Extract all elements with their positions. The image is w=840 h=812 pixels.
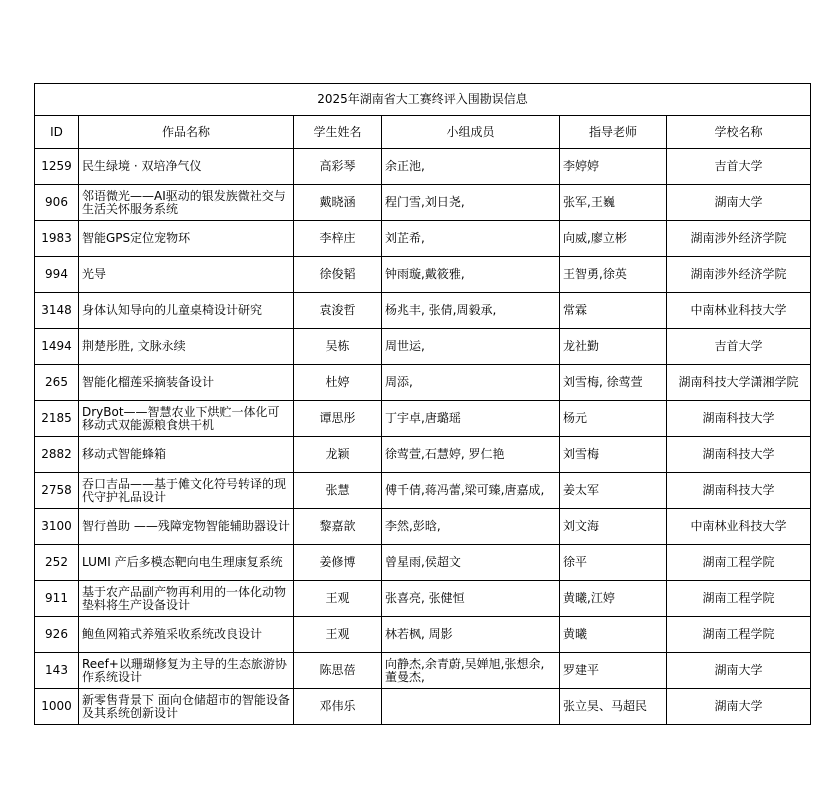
table-row (35, 437, 811, 473)
header-row (35, 116, 811, 149)
cell-project: Reef+以珊瑚修复为主导的生态旅游协作系统设计 (79, 653, 294, 689)
cell-school: 湖南大学 (667, 653, 811, 689)
title-row (35, 84, 811, 116)
cell-project: 身体认知导向的儿童桌椅设计研究 (79, 293, 294, 329)
cell-student: 徐俊韬 (294, 257, 382, 293)
table-row (35, 185, 811, 221)
table-row (35, 653, 811, 689)
cell-members: 傅千倩,蒋冯蕾,梁可臻,唐嘉成, (382, 473, 560, 509)
cell-members: 张喜亮, 张健恒 (382, 581, 560, 617)
cell-advisor: 姜太军 (560, 473, 667, 509)
cell-school: 湖南涉外经济学院 (667, 257, 811, 293)
cell-members: 杨兆丰, 张倩,周毅承, (382, 293, 560, 329)
cell-project: 基于农产品副产物再利用的一体化动物垫料将生产设备设计 (79, 581, 294, 617)
table-row (35, 581, 811, 617)
cell-project: 民生绿境 · 双培净气仪 (79, 149, 294, 185)
table-body (35, 84, 811, 725)
cell-advisor: 黄曦,江婷 (560, 581, 667, 617)
cell-members: 刘芷希, (382, 221, 560, 257)
cell-project: LUMI 产后多模态靶向电生理康复系统 (79, 545, 294, 581)
cell-advisor: 张军,王巍 (560, 185, 667, 221)
table-row (35, 473, 811, 509)
cell-advisor: 黄曦 (560, 617, 667, 653)
cell-members: 周世运, (382, 329, 560, 365)
cell-school: 湖南工程学院 (667, 617, 811, 653)
cell-school: 湖南涉外经济学院 (667, 221, 811, 257)
cell-advisor: 向威,廖立彬 (560, 221, 667, 257)
cell-project: 智能GPS定位宠物环 (79, 221, 294, 257)
cell-members: 钟雨璇,戴筱雅, (382, 257, 560, 293)
cell-id: 3148 (35, 293, 79, 329)
cell-members: 程门雪,刘日尧, (382, 185, 560, 221)
cell-advisor: 王智勇,徐英 (560, 257, 667, 293)
cell-school: 吉首大学 (667, 149, 811, 185)
cell-id: 1259 (35, 149, 79, 185)
cell-school: 湖南工程学院 (667, 581, 811, 617)
cell-student: 吴栋 (294, 329, 382, 365)
table-row (35, 545, 811, 581)
cell-student: 袁浚哲 (294, 293, 382, 329)
header-student: 学生姓名 (294, 116, 382, 149)
cell-members: 向静杰,余青蔚,吴婵旭,张想余,董曼杰, (382, 653, 560, 689)
cell-school: 中南林业科技大学 (667, 293, 811, 329)
cell-student: 龙颖 (294, 437, 382, 473)
cell-members: 周添, (382, 365, 560, 401)
cell-advisor: 刘雪梅, 徐莺萱 (560, 365, 667, 401)
cell-project: 移动式智能蜂箱 (79, 437, 294, 473)
header-id: ID (35, 116, 79, 149)
correction-table (34, 83, 811, 725)
cell-project: 邻语微光——AI驱动的银发族微社交与生活关怀服务系统 (79, 185, 294, 221)
cell-student: 谭思彤 (294, 401, 382, 437)
cell-school: 湖南科技大学 (667, 437, 811, 473)
cell-student: 戴晓涵 (294, 185, 382, 221)
table-row (35, 329, 811, 365)
table-row (35, 689, 811, 725)
cell-project: 吞口吉品——基于傩文化符号转译的现代守护礼品设计 (79, 473, 294, 509)
table-row (35, 257, 811, 293)
cell-student: 王观 (294, 581, 382, 617)
cell-project: 光导 (79, 257, 294, 293)
cell-members: 余正池, (382, 149, 560, 185)
cell-id: 265 (35, 365, 79, 401)
cell-student: 杜婷 (294, 365, 382, 401)
cell-id: 143 (35, 653, 79, 689)
cell-school: 湖南大学 (667, 185, 811, 221)
table-row (35, 509, 811, 545)
cell-student: 王观 (294, 617, 382, 653)
cell-id: 1494 (35, 329, 79, 365)
header-members: 小组成员 (382, 116, 560, 149)
header-project: 作品名称 (79, 116, 294, 149)
cell-advisor: 张立昊、马超民 (560, 689, 667, 725)
cell-members: 林若枫, 周影 (382, 617, 560, 653)
table-row (35, 617, 811, 653)
cell-id: 2882 (35, 437, 79, 473)
cell-id: 2758 (35, 473, 79, 509)
cell-student: 张慧 (294, 473, 382, 509)
table-row (35, 401, 811, 437)
cell-members: 曾星雨,侯超文 (382, 545, 560, 581)
cell-project: 荆楚彤胜, 文脉永续 (79, 329, 294, 365)
cell-id: 1000 (35, 689, 79, 725)
cell-id: 1983 (35, 221, 79, 257)
cell-members: 李然,彭晗, (382, 509, 560, 545)
cell-members: 徐莺萱,石慧婷, 罗仁艳 (382, 437, 560, 473)
cell-id: 926 (35, 617, 79, 653)
cell-advisor: 徐平 (560, 545, 667, 581)
cell-school: 吉首大学 (667, 329, 811, 365)
cell-project: 新零售背景下 面向仓储超市的智能设备及其系统创新设计 (79, 689, 294, 725)
cell-project: 鲍鱼网箱式养殖采收系统改良设计 (79, 617, 294, 653)
cell-advisor: 罗建平 (560, 653, 667, 689)
cell-student: 李梓庄 (294, 221, 382, 257)
cell-advisor: 杨元 (560, 401, 667, 437)
cell-school: 湖南科技大学 (667, 473, 811, 509)
page-title: 2025年湖南省大工赛终评入围勘误信息 (35, 84, 811, 116)
cell-project: DryBot——智慧农业下烘贮一体化可移动式双能源粮食烘干机 (79, 401, 294, 437)
header-advisor: 指导老师 (560, 116, 667, 149)
table-row (35, 221, 811, 257)
cell-members: 丁宇卓,唐璐瑶 (382, 401, 560, 437)
table-row (35, 293, 811, 329)
cell-student: 陈思蓓 (294, 653, 382, 689)
cell-project: 智行兽助 ——残障宠物智能辅助器设计 (79, 509, 294, 545)
cell-school: 湖南科技大学 (667, 401, 811, 437)
cell-advisor: 李婷婷 (560, 149, 667, 185)
cell-school: 湖南工程学院 (667, 545, 811, 581)
cell-school: 中南林业科技大学 (667, 509, 811, 545)
table-row (35, 149, 811, 185)
cell-student: 邓伟乐 (294, 689, 382, 725)
cell-id: 3100 (35, 509, 79, 545)
cell-id: 911 (35, 581, 79, 617)
cell-advisor: 刘雪梅 (560, 437, 667, 473)
cell-student: 高彩琴 (294, 149, 382, 185)
header-school: 学校名称 (667, 116, 811, 149)
cell-student: 姜修博 (294, 545, 382, 581)
cell-student: 黎嘉歆 (294, 509, 382, 545)
cell-id: 906 (35, 185, 79, 221)
cell-school: 湖南大学 (667, 689, 811, 725)
cell-members (382, 689, 560, 725)
cell-id: 252 (35, 545, 79, 581)
cell-id: 2185 (35, 401, 79, 437)
cell-id: 994 (35, 257, 79, 293)
cell-school: 湖南科技大学潇湘学院 (667, 365, 811, 401)
cell-advisor: 刘文海 (560, 509, 667, 545)
cell-advisor: 常霖 (560, 293, 667, 329)
cell-advisor: 龙社勤 (560, 329, 667, 365)
table-row (35, 365, 811, 401)
cell-project: 智能化榴莲采摘装备设计 (79, 365, 294, 401)
